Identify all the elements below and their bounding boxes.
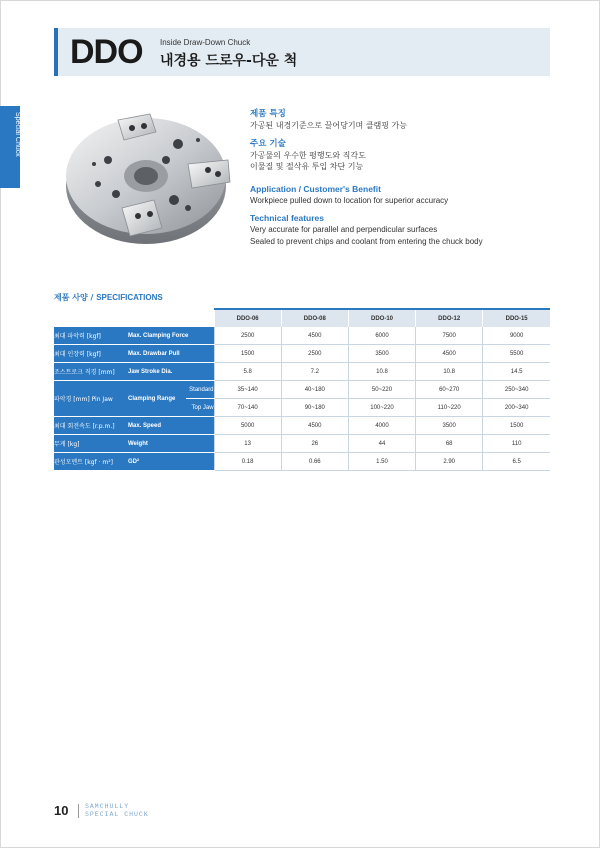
table-cell: 35~140 xyxy=(214,381,281,399)
row-label-ko: 파악경 [mm] Pin Jaw xyxy=(54,381,128,417)
model-header: DDO-06 xyxy=(214,309,281,327)
model-header: DDO-15 xyxy=(483,309,550,327)
product-info xyxy=(250,108,550,247)
table-corner xyxy=(54,309,214,327)
table-cell: 3500 xyxy=(416,417,483,435)
table-cell: 70~140 xyxy=(214,399,281,417)
table-cell: 60~270 xyxy=(416,381,483,399)
specifications-heading xyxy=(54,292,163,303)
table-cell: 7500 xyxy=(416,327,483,345)
table-cell: 10.8 xyxy=(348,363,415,381)
model-header: DDO-10 xyxy=(348,309,415,327)
row-label-ko: 최대 인장력 [kgf] xyxy=(54,345,128,363)
row-label-ko: 최대 회전속도 [r.p.m.] xyxy=(54,417,128,435)
table-row xyxy=(54,435,550,453)
row-label-ko: 최대 파악력 [kgf] xyxy=(54,327,128,345)
table-cell: 9000 xyxy=(483,327,550,345)
specifications-heading-en: SPECIFICATIONS xyxy=(96,293,163,302)
table-cell: 0.66 xyxy=(281,453,348,471)
specifications-table xyxy=(54,308,550,471)
tech-line-en: Very accurate for parallel and perpendicular surfaces xyxy=(250,225,438,234)
features-heading-ko: 제품 특징 xyxy=(250,109,286,119)
table-row xyxy=(54,381,550,399)
table-cell: 5000 xyxy=(214,417,281,435)
table-cell: 10.8 xyxy=(416,363,483,381)
table-cell: 7.2 xyxy=(281,363,348,381)
table-cell: 1500 xyxy=(214,345,281,363)
brand-logo xyxy=(85,803,149,818)
table-cell: 50~220 xyxy=(348,381,415,399)
tech-line-ko: 이물질 및 절삭유 투입 차단 기능 xyxy=(250,162,364,171)
table-cell: 5.8 xyxy=(214,363,281,381)
row-label-en: Max. Drawbar Pull xyxy=(128,345,214,363)
footer-divider xyxy=(78,804,79,818)
table-cell: 1.50 xyxy=(348,453,415,471)
row-label-en: Max. Speed xyxy=(128,417,214,435)
table-cell: 2500 xyxy=(214,327,281,345)
features-text-ko: 가공된 내경기준으로 끌어당기며 클램핑 가능 xyxy=(250,121,408,130)
table-row xyxy=(54,363,550,381)
table-cell: 4000 xyxy=(348,417,415,435)
table-cell: 1500 xyxy=(483,417,550,435)
table-cell: 100~220 xyxy=(348,399,415,417)
title-accent-bar xyxy=(54,28,58,76)
table-cell: 4500 xyxy=(281,327,348,345)
product-subtitle-en: Inside Draw-Down Chuck xyxy=(160,38,251,47)
brand-name: SAMCHULLY xyxy=(85,803,130,810)
row-label-en: Jaw Stroke Dia. xyxy=(128,363,214,381)
row-label-ko: 관성모멘트 [kgf · m²] xyxy=(54,453,128,471)
row-sublabel: Standard xyxy=(186,381,214,399)
table-cell: 26 xyxy=(281,435,348,453)
table-row xyxy=(54,417,550,435)
table-cell: 90~180 xyxy=(281,399,348,417)
table-cell: 14.5 xyxy=(483,363,550,381)
row-label-en: Clamping Range xyxy=(128,381,186,417)
table-cell: 5500 xyxy=(483,345,550,363)
table-cell: 3500 xyxy=(348,345,415,363)
row-label-ko: 조스트로크 직경 [mm] xyxy=(54,363,128,381)
table-cell: 4500 xyxy=(416,345,483,363)
tech-line-en: Sealed to prevent chips and coolant from entering the chuck body xyxy=(250,236,483,246)
specifications-heading-ko: 제품 사양 / xyxy=(54,293,97,302)
table-cell: 13 xyxy=(214,435,281,453)
model-header: DDO-08 xyxy=(281,309,348,327)
row-label-en: GD² xyxy=(128,453,214,471)
row-sublabel: Top Jaw xyxy=(186,399,214,417)
product-code: DDO xyxy=(70,33,143,71)
tech-heading-en: Technical features xyxy=(250,213,325,223)
row-label-ko: 무게 [kg] xyxy=(54,435,128,453)
table-cell: 44 xyxy=(348,435,415,453)
table-cell: 110 xyxy=(483,435,550,453)
table-cell: 2500 xyxy=(281,345,348,363)
model-header: DDO-12 xyxy=(416,309,483,327)
table-cell: 0.18 xyxy=(214,453,281,471)
table-row xyxy=(54,345,550,363)
table-cell: 40~180 xyxy=(281,381,348,399)
page-number: 10 xyxy=(54,803,69,818)
product-title-ko: 내경용 드로우-다운 척 xyxy=(160,53,298,69)
table-cell: 4500 xyxy=(281,417,348,435)
brand-tagline: SPECIAL CHUCK xyxy=(85,810,149,818)
side-tab-label: Special Chuck xyxy=(14,112,21,157)
table-row xyxy=(54,453,550,471)
table-header-row xyxy=(54,309,550,327)
table-cell: 6000 xyxy=(348,327,415,345)
table-cell: 2.90 xyxy=(416,453,483,471)
table-cell: 250~340 xyxy=(483,381,550,399)
benefit-heading-en: Application / Customer's Benefit xyxy=(250,183,381,194)
row-label-en: Max. Clamping Force xyxy=(128,327,214,345)
table-cell: 200~340 xyxy=(483,399,550,417)
table-cell: 110~220 xyxy=(416,399,483,417)
table-row xyxy=(54,327,550,345)
table-cell: 68 xyxy=(416,435,483,453)
table-cell: 6.5 xyxy=(483,453,550,471)
chuck-product-image xyxy=(58,100,238,250)
row-label-en: Weight xyxy=(128,435,214,453)
tech-heading-ko: 주요 기술 xyxy=(250,138,286,149)
benefit-text-en: Workpiece pulled down to location for superior accuracy xyxy=(250,195,449,205)
tech-line-ko: 가공물의 우수한 평행도와 직각도 xyxy=(250,150,366,160)
side-tab[interactable] xyxy=(0,106,20,188)
